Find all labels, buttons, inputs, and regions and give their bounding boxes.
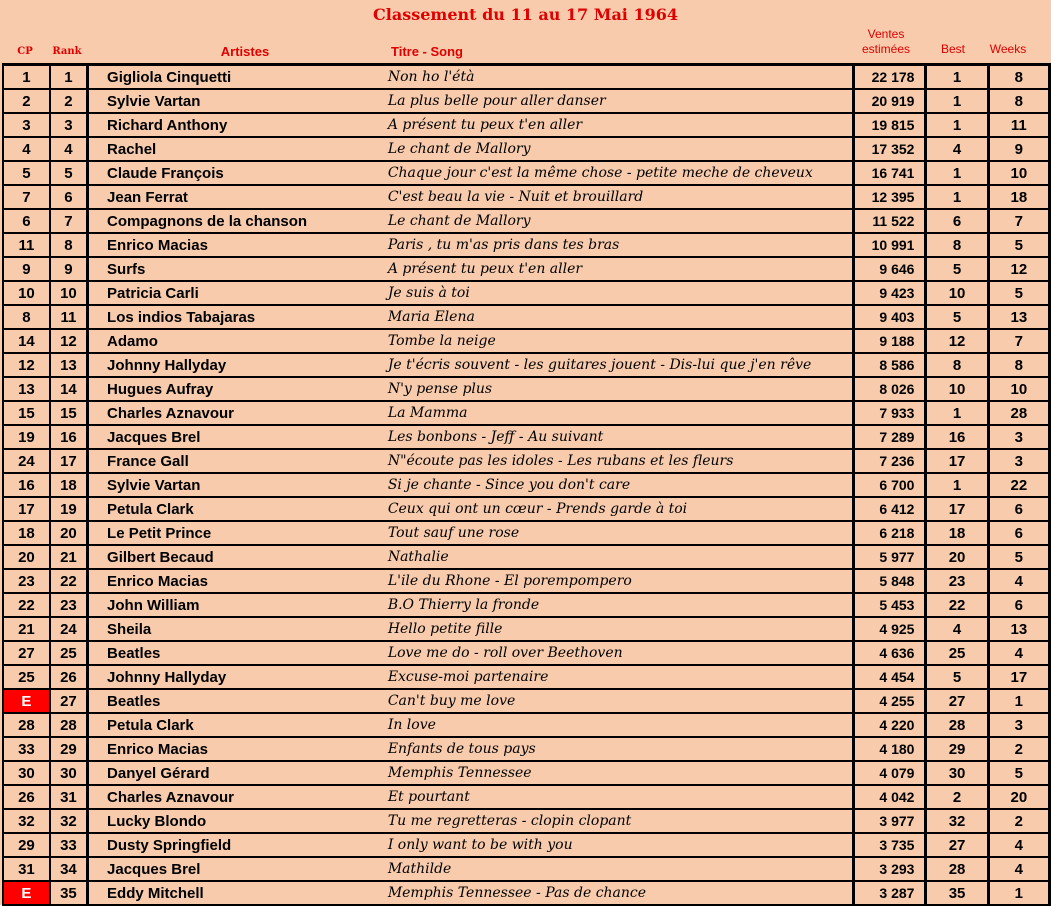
cell-best: 8 — [926, 233, 988, 257]
cell-artist: Hugues Aufray — [88, 377, 384, 401]
cell-cp: 3 — [3, 113, 50, 137]
cell-sales: 11 522 — [854, 209, 926, 233]
cell-sales: 9 403 — [854, 305, 926, 329]
cell-title: Can't buy me love — [384, 689, 854, 713]
cell-sales: 6 700 — [854, 473, 926, 497]
cell-title: N"écoute pas les idoles - Les rubans et les fleurs — [384, 449, 854, 473]
cell-best: 1 — [926, 113, 988, 137]
table-row — [3, 761, 1050, 785]
cell-artist: John William — [88, 593, 384, 617]
cell-cp: 8 — [3, 305, 50, 329]
table-row — [3, 881, 1050, 905]
cell-title: Si je chante - Since you don't care — [384, 473, 854, 497]
header-weeks: Weeks — [989, 42, 1027, 56]
cell-weeks: 1 — [988, 689, 1049, 713]
cell-best: 1 — [926, 161, 988, 185]
cell-title: Le chant de Mallory — [384, 209, 854, 233]
cell-best: 8 — [926, 353, 988, 377]
cell-weeks: 13 — [988, 617, 1049, 641]
cell-sales: 6 412 — [854, 497, 926, 521]
cell-cp: 19 — [3, 425, 50, 449]
header-sales-line1: Ventes — [867, 27, 905, 41]
cell-rank: 32 — [50, 809, 88, 833]
cell-best: 29 — [926, 737, 988, 761]
cell-best: 10 — [926, 281, 988, 305]
table-row — [3, 209, 1050, 233]
cell-best: 17 — [926, 449, 988, 473]
cell-title: Maria Elena — [384, 305, 854, 329]
cell-weeks: 8 — [988, 353, 1049, 377]
cell-cp: 6 — [3, 209, 50, 233]
cell-best: 27 — [926, 833, 988, 857]
cell-cp: 15 — [3, 401, 50, 425]
cell-title: Mathilde — [384, 857, 854, 881]
cell-sales: 9 646 — [854, 257, 926, 281]
cell-best: 20 — [926, 545, 988, 569]
cell-rank: 16 — [50, 425, 88, 449]
cell-cp: 23 — [3, 569, 50, 593]
table-row — [3, 185, 1050, 209]
cell-cp: 11 — [3, 233, 50, 257]
cell-weeks: 6 — [988, 497, 1049, 521]
cell-best: 1 — [926, 401, 988, 425]
cell-title: Non ho l'étà — [384, 65, 854, 90]
cell-sales: 4 636 — [854, 641, 926, 665]
cell-cp: 14 — [3, 329, 50, 353]
cell-sales: 3 977 — [854, 809, 926, 833]
cell-sales: 3 293 — [854, 857, 926, 881]
cell-best: 27 — [926, 689, 988, 713]
table-row — [3, 569, 1050, 593]
cell-title: Et pourtant — [384, 785, 854, 809]
table-row — [3, 713, 1050, 737]
cell-artist: Petula Clark — [88, 713, 384, 737]
cell-weeks: 4 — [988, 857, 1049, 881]
table-row — [3, 785, 1050, 809]
cell-rank: 3 — [50, 113, 88, 137]
cell-sales: 4 220 — [854, 713, 926, 737]
cell-artist: Charles Aznavour — [88, 785, 384, 809]
cell-rank: 7 — [50, 209, 88, 233]
cell-sales: 22 178 — [854, 65, 926, 90]
table-row — [3, 65, 1050, 90]
cell-artist: Surfs — [88, 257, 384, 281]
cell-sales: 3 287 — [854, 881, 926, 905]
cell-best: 5 — [926, 665, 988, 689]
cell-weeks: 7 — [988, 329, 1049, 353]
cell-cp: 20 — [3, 545, 50, 569]
cell-title: Chaque jour c'est la même chose - petite meche de cheveux — [384, 161, 854, 185]
cell-artist: Jacques Brel — [88, 425, 384, 449]
cell-cp: 21 — [3, 617, 50, 641]
cell-best: 28 — [926, 713, 988, 737]
cell-sales: 9 423 — [854, 281, 926, 305]
cell-best: 16 — [926, 425, 988, 449]
cell-rank: 15 — [50, 401, 88, 425]
cell-weeks: 8 — [988, 65, 1049, 90]
cell-artist: Patricia Carli — [88, 281, 384, 305]
cell-rank: 18 — [50, 473, 88, 497]
cell-sales: 7 933 — [854, 401, 926, 425]
cell-weeks: 8 — [988, 89, 1049, 113]
cell-cp: E — [3, 881, 50, 905]
cell-artist: Sheila — [88, 617, 384, 641]
cell-weeks: 10 — [988, 377, 1049, 401]
table-row — [3, 257, 1050, 281]
cell-weeks: 10 — [988, 161, 1049, 185]
cell-rank: 9 — [50, 257, 88, 281]
cell-title: Tout sauf une rose — [384, 521, 854, 545]
cell-rank: 35 — [50, 881, 88, 905]
cell-artist: Eddy Mitchell — [88, 881, 384, 905]
cell-best: 5 — [926, 257, 988, 281]
cell-sales: 17 352 — [854, 137, 926, 161]
cell-artist: Jean Ferrat — [88, 185, 384, 209]
cell-weeks: 1 — [988, 881, 1049, 905]
table-row — [3, 305, 1050, 329]
cell-artist: Richard Anthony — [88, 113, 384, 137]
table-row — [3, 641, 1050, 665]
cell-best: 32 — [926, 809, 988, 833]
cell-artist: Sylvie Vartan — [88, 89, 384, 113]
cell-artist: Enrico Macias — [88, 737, 384, 761]
table-row — [3, 137, 1050, 161]
cell-weeks: 17 — [988, 665, 1049, 689]
cell-weeks: 20 — [988, 785, 1049, 809]
table-row — [3, 89, 1050, 113]
table-row — [3, 689, 1050, 713]
cell-sales: 7 289 — [854, 425, 926, 449]
cell-rank: 26 — [50, 665, 88, 689]
cell-best: 23 — [926, 569, 988, 593]
cell-artist: Adamo — [88, 329, 384, 353]
cell-best: 5 — [926, 305, 988, 329]
table-row — [3, 809, 1050, 833]
cell-rank: 23 — [50, 593, 88, 617]
cell-best: 30 — [926, 761, 988, 785]
cell-weeks: 18 — [988, 185, 1049, 209]
cell-cp: 5 — [3, 161, 50, 185]
cell-sales: 4 454 — [854, 665, 926, 689]
table-row — [3, 665, 1050, 689]
cell-artist: Petula Clark — [88, 497, 384, 521]
cell-artist: Beatles — [88, 689, 384, 713]
cell-cp: 30 — [3, 761, 50, 785]
table-row — [3, 425, 1050, 449]
header-title: Titre - Song — [391, 44, 463, 59]
cell-weeks: 5 — [988, 281, 1049, 305]
cell-rank: 5 — [50, 161, 88, 185]
cell-weeks: 4 — [988, 833, 1049, 857]
cell-rank: 29 — [50, 737, 88, 761]
cell-sales: 8 026 — [854, 377, 926, 401]
table-row — [3, 545, 1050, 569]
cell-title: A présent tu peux t'en aller — [384, 113, 854, 137]
cell-weeks: 4 — [988, 569, 1049, 593]
cell-rank: 6 — [50, 185, 88, 209]
cell-title: In love — [384, 713, 854, 737]
cell-artist: Beatles — [88, 641, 384, 665]
cell-title: Je suis à toi — [384, 281, 854, 305]
cell-artist: Dusty Springfield — [88, 833, 384, 857]
cell-title: Memphis Tennessee — [384, 761, 854, 785]
cell-cp: 26 — [3, 785, 50, 809]
cell-best: 10 — [926, 377, 988, 401]
cell-title: Paris , tu m'as pris dans tes bras — [384, 233, 854, 257]
cell-rank: 4 — [50, 137, 88, 161]
cell-rank: 25 — [50, 641, 88, 665]
cell-sales: 5 848 — [854, 569, 926, 593]
cell-weeks: 6 — [988, 521, 1049, 545]
cell-sales: 7 236 — [854, 449, 926, 473]
cell-sales: 4 180 — [854, 737, 926, 761]
cell-cp: 10 — [3, 281, 50, 305]
table-row — [3, 497, 1050, 521]
table-row — [3, 521, 1050, 545]
table-row — [3, 113, 1050, 137]
page-title: Classement du 11 au 17 Mai 1964 — [373, 5, 678, 24]
cell-rank: 14 — [50, 377, 88, 401]
cell-sales: 4 255 — [854, 689, 926, 713]
cell-artist: Sylvie Vartan — [88, 473, 384, 497]
cell-rank: 10 — [50, 281, 88, 305]
cell-sales: 6 218 — [854, 521, 926, 545]
cell-sales: 3 735 — [854, 833, 926, 857]
cell-title: Excuse-moi partenaire — [384, 665, 854, 689]
cell-artist: Danyel Gérard — [88, 761, 384, 785]
cell-best: 1 — [926, 89, 988, 113]
cell-cp: 16 — [3, 473, 50, 497]
table-row — [3, 617, 1050, 641]
cell-rank: 31 — [50, 785, 88, 809]
cell-best: 17 — [926, 497, 988, 521]
cell-title: A présent tu peux t'en aller — [384, 257, 854, 281]
table-row — [3, 281, 1050, 305]
cell-weeks: 3 — [988, 449, 1049, 473]
table-row — [3, 353, 1050, 377]
cell-rank: 30 — [50, 761, 88, 785]
cell-sales: 20 919 — [854, 89, 926, 113]
cell-best: 25 — [926, 641, 988, 665]
cell-rank: 28 — [50, 713, 88, 737]
cell-cp: 32 — [3, 809, 50, 833]
cell-artist: Charles Aznavour — [88, 401, 384, 425]
cell-artist: Gilbert Becaud — [88, 545, 384, 569]
table-row — [3, 377, 1050, 401]
cell-title: L'ile du Rhone - El porempompero — [384, 569, 854, 593]
table-row — [3, 449, 1050, 473]
cell-weeks: 7 — [988, 209, 1049, 233]
cell-title: Ceux qui ont un cœur - Prends garde à toi — [384, 497, 854, 521]
cell-title: Les bonbons - Jeff - Au suivant — [384, 425, 854, 449]
cell-cp: 24 — [3, 449, 50, 473]
cell-cp: 7 — [3, 185, 50, 209]
table-row — [3, 401, 1050, 425]
cell-artist: Gigliola Cinquetti — [88, 65, 384, 90]
cell-weeks: 4 — [988, 641, 1049, 665]
cell-best: 6 — [926, 209, 988, 233]
cell-best: 28 — [926, 857, 988, 881]
cell-best: 4 — [926, 137, 988, 161]
chart-rows — [3, 65, 1050, 906]
cell-weeks: 2 — [988, 737, 1049, 761]
cell-weeks: 12 — [988, 257, 1049, 281]
cell-rank: 20 — [50, 521, 88, 545]
cell-cp: E — [3, 689, 50, 713]
cell-title: Enfants de tous pays — [384, 737, 854, 761]
cell-best: 18 — [926, 521, 988, 545]
cell-weeks: 13 — [988, 305, 1049, 329]
cell-title: I only want to be with you — [384, 833, 854, 857]
header-cp: CP — [17, 46, 33, 57]
cell-weeks: 11 — [988, 113, 1049, 137]
cell-cp: 28 — [3, 713, 50, 737]
table-row — [3, 161, 1050, 185]
cell-weeks: 6 — [988, 593, 1049, 617]
cell-title: Memphis Tennessee - Pas de chance — [384, 881, 854, 905]
cell-artist: Lucky Blondo — [88, 809, 384, 833]
cell-title: Love me do - roll over Beethoven — [384, 641, 854, 665]
cell-sales: 9 188 — [854, 329, 926, 353]
cell-cp: 13 — [3, 377, 50, 401]
table-row — [3, 593, 1050, 617]
cell-weeks: 5 — [988, 761, 1049, 785]
header-sales-line2: estimées — [861, 42, 911, 56]
cell-cp: 25 — [3, 665, 50, 689]
cell-best: 12 — [926, 329, 988, 353]
cell-cp: 1 — [3, 65, 50, 90]
cell-rank: 13 — [50, 353, 88, 377]
cell-weeks: 3 — [988, 425, 1049, 449]
cell-title: Je t'écris souvent - les guitares jouent - Dis-lui que j'en rêve — [384, 353, 854, 377]
cell-cp: 17 — [3, 497, 50, 521]
cell-title: Tombe la neige — [384, 329, 854, 353]
table-row — [3, 833, 1050, 857]
cell-sales: 10 991 — [854, 233, 926, 257]
table-row — [3, 737, 1050, 761]
chart-table — [2, 63, 1051, 906]
cell-artist: Rachel — [88, 137, 384, 161]
cell-best: 2 — [926, 785, 988, 809]
cell-title: N'y pense plus — [384, 377, 854, 401]
cell-artist: France Gall — [88, 449, 384, 473]
cell-artist: Los indios Tabajaras — [88, 305, 384, 329]
cell-rank: 22 — [50, 569, 88, 593]
cell-title: C'est beau la vie - Nuit et brouillard — [384, 185, 854, 209]
cell-title: Le chant de Mallory — [384, 137, 854, 161]
cell-rank: 11 — [50, 305, 88, 329]
cell-cp: 27 — [3, 641, 50, 665]
cell-title: La Mamma — [384, 401, 854, 425]
cell-rank: 21 — [50, 545, 88, 569]
cell-sales: 5 977 — [854, 545, 926, 569]
cell-weeks: 3 — [988, 713, 1049, 737]
cell-rank: 27 — [50, 689, 88, 713]
cell-artist: Le Petit Prince — [88, 521, 384, 545]
cell-rank: 24 — [50, 617, 88, 641]
cell-artist: Compagnons de la chanson — [88, 209, 384, 233]
cell-weeks: 5 — [988, 545, 1049, 569]
cell-rank: 2 — [50, 89, 88, 113]
cell-rank: 8 — [50, 233, 88, 257]
cell-rank: 33 — [50, 833, 88, 857]
cell-best: 4 — [926, 617, 988, 641]
cell-artist: Johnny Hallyday — [88, 665, 384, 689]
cell-cp: 9 — [3, 257, 50, 281]
cell-sales: 4 079 — [854, 761, 926, 785]
cell-rank: 19 — [50, 497, 88, 521]
cell-cp: 18 — [3, 521, 50, 545]
cell-sales: 12 395 — [854, 185, 926, 209]
cell-cp: 29 — [3, 833, 50, 857]
cell-artist: Johnny Hallyday — [88, 353, 384, 377]
cell-cp: 31 — [3, 857, 50, 881]
cell-sales: 4 925 — [854, 617, 926, 641]
cell-sales: 4 042 — [854, 785, 926, 809]
cell-weeks: 5 — [988, 233, 1049, 257]
cell-title: La plus belle pour aller danser — [384, 89, 854, 113]
table-row — [3, 233, 1050, 257]
cell-rank: 17 — [50, 449, 88, 473]
header-artist: Artistes — [220, 44, 270, 59]
table-row — [3, 473, 1050, 497]
cell-best: 1 — [926, 473, 988, 497]
cell-title: Nathalie — [384, 545, 854, 569]
cell-rank: 1 — [50, 65, 88, 90]
cell-best: 1 — [926, 65, 988, 90]
cell-weeks: 2 — [988, 809, 1049, 833]
table-row — [3, 329, 1050, 353]
cell-cp: 2 — [3, 89, 50, 113]
cell-weeks: 9 — [988, 137, 1049, 161]
cell-sales: 8 586 — [854, 353, 926, 377]
header-best: Best — [940, 42, 965, 56]
cell-title: Tu me regretteras - clopin clopant — [384, 809, 854, 833]
cell-cp: 12 — [3, 353, 50, 377]
cell-title: Hello petite fille — [384, 617, 854, 641]
cell-best: 35 — [926, 881, 988, 905]
header-rank: Rank — [52, 46, 82, 57]
cell-cp: 22 — [3, 593, 50, 617]
cell-artist: Claude François — [88, 161, 384, 185]
table-row — [3, 857, 1050, 881]
cell-rank: 12 — [50, 329, 88, 353]
cell-sales: 5 453 — [854, 593, 926, 617]
cell-cp: 4 — [3, 137, 50, 161]
cell-artist: Enrico Macias — [88, 233, 384, 257]
cell-best: 22 — [926, 593, 988, 617]
cell-weeks: 22 — [988, 473, 1049, 497]
cell-artist: Enrico Macias — [88, 569, 384, 593]
cell-rank: 34 — [50, 857, 88, 881]
cell-weeks: 28 — [988, 401, 1049, 425]
cell-title: B.O Thierry la fronde — [384, 593, 854, 617]
cell-cp: 33 — [3, 737, 50, 761]
cell-best: 1 — [926, 185, 988, 209]
cell-artist: Jacques Brel — [88, 857, 384, 881]
cell-sales: 19 815 — [854, 113, 926, 137]
cell-sales: 16 741 — [854, 161, 926, 185]
